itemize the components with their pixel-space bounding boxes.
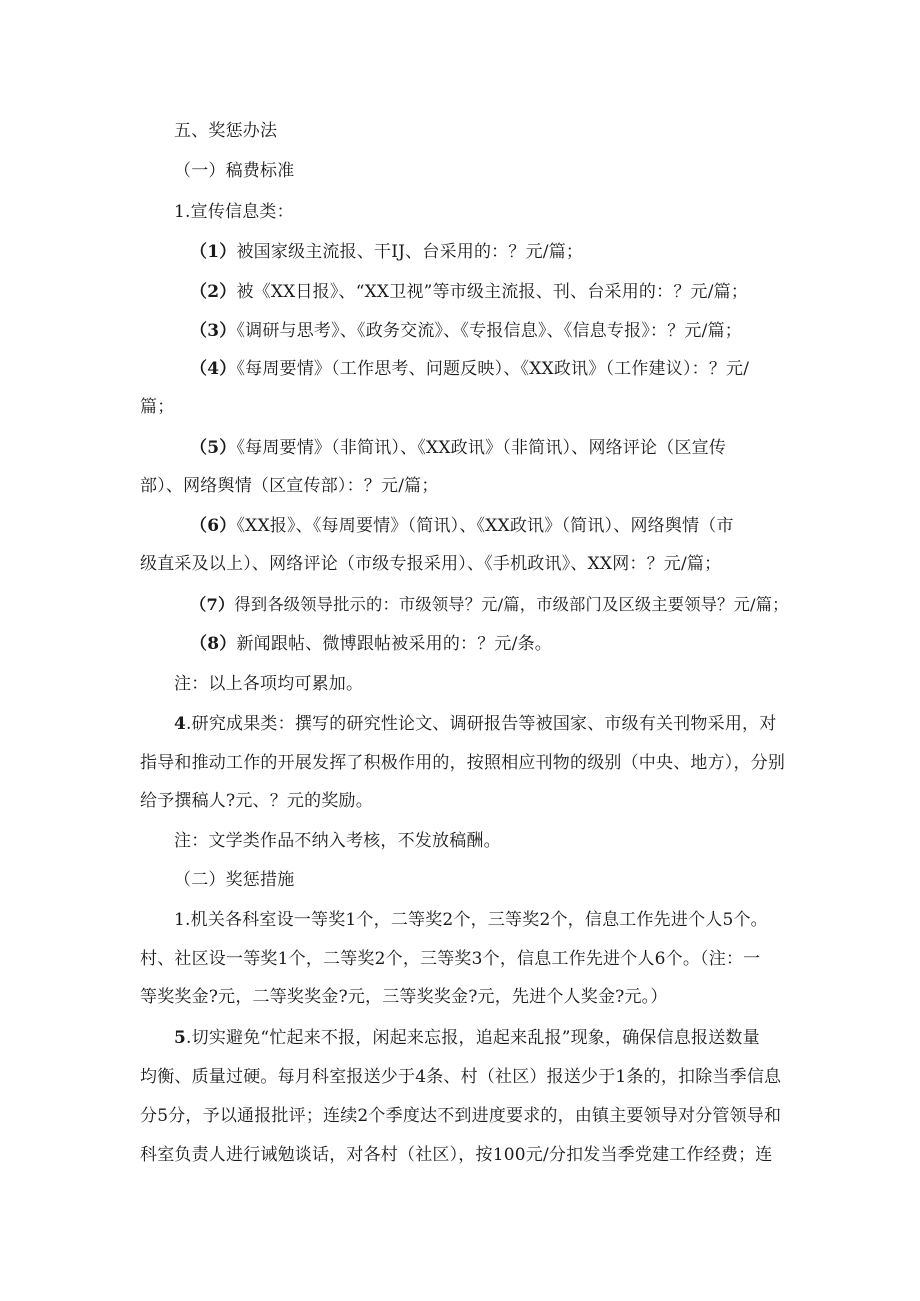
list-item-number: （7） xyxy=(190,595,235,614)
paragraph-research-results xyxy=(174,713,776,735)
paragraph-line: 科室负责人进行诫勉谈话，对各村（社区），按100元/分扣发当季党建工作经费；连 xyxy=(140,1145,773,1165)
paragraph-line: 指导和推动工作的开展发挥了积极作用的，按照相应刊物的级别（中央、地方），分别 xyxy=(140,753,786,773)
list-item-continuation: 级直采及以上）、网络评论（市级专报采用）、《手机政讯》、XX网：？元/篇； xyxy=(140,554,722,574)
paragraph-line: 给予撰稿人?元、？元的奖励。 xyxy=(140,791,373,811)
list-item xyxy=(190,515,734,537)
list-item xyxy=(190,437,726,459)
list-item-number: （1） xyxy=(190,242,237,262)
list-item-text: 《每周要情》（非简讯）、《XX政讯》（非简讯）、网络评论（区宣传 xyxy=(236,438,727,458)
paragraph-text: .研究成果类：撰写的研究性论文、调研报告等被国家、市级有关刊物采用，对 xyxy=(186,714,777,734)
list-item-text: 《调研与思考》、《政务交流》、《专报信息》、《信息专报》：？元/篇； xyxy=(236,321,742,341)
subsection-heading-measures: （二）奖惩措施 xyxy=(174,870,295,890)
list-item-number: （3） xyxy=(190,321,237,341)
paragraph-line: 分5分，予以通报批评；连续2个季度达不到进度要求的，由镇主要领导对分管领导和 xyxy=(140,1106,782,1126)
paragraph-text: .切实避免“忙起来不报，闲起来忘报，追起来乱报”现象，确保信息报送数量 xyxy=(186,1028,760,1048)
list-item-text: 得到各级领导批示的：市级领导？元/篇，市级部门及区级主要领导？元/篇； xyxy=(234,595,789,614)
note-literary: 注：文学类作品不纳入考核，不发放稿酬。 xyxy=(174,831,501,851)
list-item-text: 被国家级主流报、干IJ、台采用的：？元/篇； xyxy=(236,242,584,262)
list-item-text: 《XX报》、《每周要情》（简讯）、《XX政讯》（简讯）、网络舆情（市 xyxy=(236,516,734,536)
list-item-number: （5） xyxy=(190,438,237,458)
list-item-number: （2） xyxy=(190,282,237,302)
list-item xyxy=(190,281,748,303)
list-item-number: （8） xyxy=(190,634,237,654)
list-item-continuation: 篇； xyxy=(140,397,175,417)
item-title-publicity: 1.宣传信息类： xyxy=(174,202,294,222)
paragraph-line: 村、社区设一等奖1个，二等奖2个，三等奖3个，信息工作先进个人6个。（注：一 xyxy=(140,949,761,969)
paragraph-reporting xyxy=(174,1027,760,1049)
list-item xyxy=(190,241,583,263)
paragraph-line: 均衡、质量过硬。每月科室报送少于4条、村（社区）报送少于1条的，扣除当季信息 xyxy=(140,1067,782,1087)
subsection-heading-fee-standard: （一）稿费标准 xyxy=(174,161,295,181)
paragraph-number: 4 xyxy=(174,714,187,734)
list-item xyxy=(190,320,742,342)
list-item-number: （4） xyxy=(190,359,237,379)
note-cumulative: 注：以上各项均可累加。 xyxy=(174,674,364,694)
list-item-text: 被《XX日报》、“XX卫视”等市级主流报、刊、台采用的：？元/篇； xyxy=(236,282,749,302)
list-item-text: 新闻跟帖、微博跟帖被采用的：？元/条。 xyxy=(236,634,552,654)
paragraph-awards: 1.机关各科室设一等奖1个，二等奖2个，三等奖2个，信息工作先进个人5个。 xyxy=(174,910,768,930)
paragraph-line: 等奖奖金?元，二等奖奖金?元，三等奖奖金?元，先进个人奖金?元。） xyxy=(140,987,668,1007)
paragraph-number: 5 xyxy=(174,1028,187,1048)
list-item-continuation: 部）、网络舆情（区宣传部）：？元/篇； xyxy=(140,476,439,496)
list-item xyxy=(190,358,749,380)
list-item-number: （6） xyxy=(190,516,237,536)
section-heading: 五、奖惩办法 xyxy=(174,121,278,141)
list-item xyxy=(190,594,789,616)
list-item-text: 《每周要情》（工作思考、问题反映）、《XX政讯》（工作建议）：？元/ xyxy=(236,359,750,379)
list-item xyxy=(190,633,552,655)
